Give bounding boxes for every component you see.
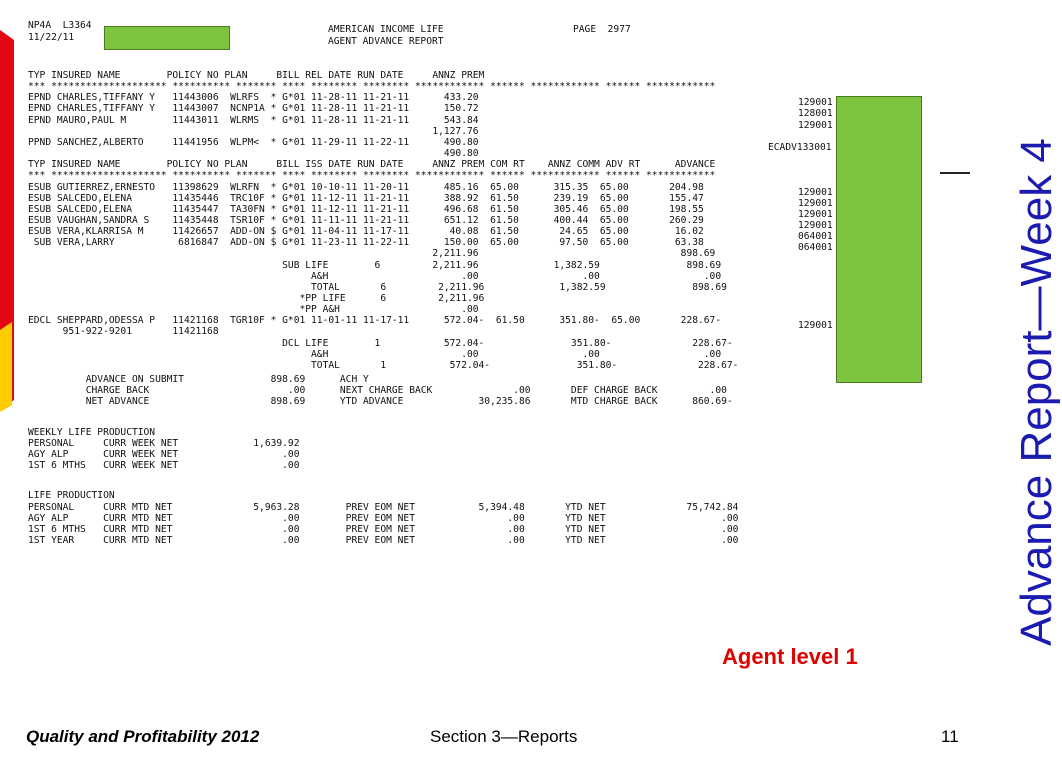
redacted-agent-name bbox=[104, 26, 230, 50]
footer-section: Section 3—Reports bbox=[430, 727, 578, 746]
report-code: 064001 bbox=[798, 242, 833, 254]
report-line: TOTAL 1 572.04- 351.80- 228.67- bbox=[28, 359, 739, 371]
report-system-id: NP4A L3364 bbox=[28, 20, 92, 31]
report-line: *PP A&H .00 bbox=[28, 304, 479, 316]
report-code: 129001 bbox=[798, 197, 833, 209]
report-code: ECADV133001 bbox=[768, 141, 832, 153]
report-code: 129001 bbox=[798, 320, 833, 332]
footer-page-number: 11 bbox=[941, 727, 959, 746]
report-code: 129001 bbox=[798, 208, 833, 220]
company-name: AMERICAN INCOME LIFE bbox=[328, 24, 444, 35]
report-page: PAGE 2977 bbox=[573, 24, 631, 35]
report-line: EPND CHARLES,TIFFANY Y 11443007 NCNP1A * G*01 11-28-11 11-21-11 150.72 bbox=[28, 103, 479, 115]
agent-level-callout: Agent level 1 bbox=[722, 644, 858, 669]
side-title bbox=[968, 50, 1061, 650]
report-line: 1,127.76 bbox=[28, 125, 479, 137]
agent-advance-report bbox=[28, 20, 848, 580]
report-line: ESUB SALCEDO,ELENA 11435446 TRC10F * G*01 11-12-11 11-21-11 388.92 61.50 239.19 65.00 155.47 bbox=[28, 192, 704, 204]
report-line: *** ******************** ********** ******* **** ******** ******** ************ ****** ************ ****** ************ bbox=[28, 81, 716, 93]
report-line: *PP LIFE 6 2,211.96 bbox=[28, 293, 485, 304]
report-line: 2,211.96 898.69 bbox=[28, 248, 716, 260]
report-line: WEEKLY LIFE PRODUCTION bbox=[28, 426, 156, 438]
red-accent-bar bbox=[0, 0, 20, 420]
report-line: TYP INSURED NAME POLICY NO PLAN BILL REL DATE RUN DATE ANNZ PREM bbox=[28, 70, 485, 81]
report-line: A&H .00 .00 .00 bbox=[28, 348, 722, 360]
report-line: *** ******************** ********** ******* **** ******** ******** ************ ****** ************ ****** ************ bbox=[28, 170, 716, 182]
report-line: PERSONAL CURR MTD NET 5,963.28 PREV EOM NET 5,394.48 YTD NET 75,742.84 bbox=[28, 501, 739, 513]
side-title-text: Advance Report—Week 4 bbox=[1012, 138, 1061, 646]
report-line: CHARGE BACK .00 NEXT CHARGE BACK .00 DEF CHARGE BACK .00 bbox=[28, 385, 727, 397]
report-line: ESUB VERA,KLARRISA M 11426657 ADD-ON $ G*01 11-04-11 11-17-11 40.08 61.50 24.65 65.00 16.02 bbox=[28, 226, 704, 238]
footer-title: Quality and Profitability 2012 bbox=[26, 727, 260, 746]
redacted-column bbox=[836, 96, 922, 383]
report-line: TOTAL 6 2,211.96 1,382.59 898.69 bbox=[28, 281, 727, 293]
title-dash-line bbox=[940, 172, 970, 174]
report-line: NET ADVANCE 898.69 YTD ADVANCE 30,235.86 MTD CHARGE BACK 860.69- bbox=[28, 396, 733, 408]
report-line: LIFE PRODUCTION bbox=[28, 490, 115, 502]
report-line: EPND MAURO,PAUL M 11443011 WLRMS * G*01 11-28-11 11-21-11 543.84 bbox=[28, 114, 479, 126]
report-code: 129001 bbox=[798, 219, 833, 231]
report-line: SUB VERA,LARRY 6816847 ADD-ON $ G*01 11-23-11 11-22-11 150.00 65.00 97.50 65.00 63.38 bbox=[28, 237, 704, 249]
report-line: DCL LIFE 1 572.04- 351.80- 228.67- bbox=[28, 337, 733, 349]
report-line: PERSONAL CURR WEEK NET 1,639.92 bbox=[28, 437, 300, 449]
report-line: ESUB VAUGHAN,SANDRA S 11435448 TSR10F * G*01 11-11-11 11-21-11 651.12 61.50 400.44 65.00 260.29 bbox=[28, 214, 704, 226]
report-line: AGY ALP CURR MTD NET .00 PREV EOM NET .00 YTD NET .00 bbox=[28, 512, 739, 524]
report-line: 1ST 6 MTHS CURR MTD NET .00 PREV EOM NET .00 YTD NET .00 bbox=[28, 523, 739, 535]
report-date: 11/22/11 bbox=[28, 32, 75, 43]
report-line: AGY ALP CURR WEEK NET .00 bbox=[28, 448, 300, 460]
report-line: A&H .00 .00 .00 bbox=[28, 270, 722, 282]
report-code: 129001 bbox=[798, 119, 833, 131]
report-line: ESUB GUTIERREZ,ERNESTO 11398629 WLRFN * G*01 10-10-11 11-20-11 485.16 65.00 315.35 65.00 204.98 bbox=[28, 181, 704, 193]
report-code: 129001 bbox=[798, 97, 833, 109]
report-line: SUB LIFE 6 2,211.96 1,382.59 898.69 bbox=[28, 259, 722, 271]
report-code: 064001 bbox=[798, 231, 833, 243]
report-line: ADVANCE ON SUBMIT 898.69 ACH Y bbox=[28, 374, 369, 386]
report-line: 490.80 bbox=[28, 148, 479, 160]
report-line: EDCL SHEPPARD,ODESSA P 11421168 TGR10F * G*01 11-01-11 11-17-11 572.04- 61.50 351.80- 65.00 228.67- bbox=[28, 315, 722, 327]
report-line: ESUB SALCEDO,ELENA 11435447 TA30FN * G*01 11-12-11 11-21-11 496.68 61.50 305.46 65.00 198.55 bbox=[28, 203, 704, 215]
report-line: 1ST 6 MTHS CURR WEEK NET .00 bbox=[28, 460, 300, 472]
report-line: 1ST YEAR CURR MTD NET .00 PREV EOM NET .00 YTD NET .00 bbox=[28, 535, 739, 546]
report-line: TYP INSURED NAME POLICY NO PLAN BILL ISS DATE RUN DATE ANNZ PREM COM RT ANNZ COMM ADV RT ADVANCE bbox=[28, 159, 716, 171]
report-line: 951-922-9201 11421168 bbox=[28, 326, 219, 338]
report-name: AGENT ADVANCE REPORT bbox=[328, 36, 444, 47]
report-code: 129001 bbox=[798, 186, 833, 198]
report-line: PPND SANCHEZ,ALBERTO 11441956 WLPM< * G*01 11-29-11 11-22-11 490.80 bbox=[28, 136, 479, 148]
report-code: 128001 bbox=[798, 108, 833, 120]
report-line: EPND CHARLES,TIFFANY Y 11443006 WLRFS * G*01 11-28-11 11-21-11 433.20 bbox=[28, 92, 479, 104]
